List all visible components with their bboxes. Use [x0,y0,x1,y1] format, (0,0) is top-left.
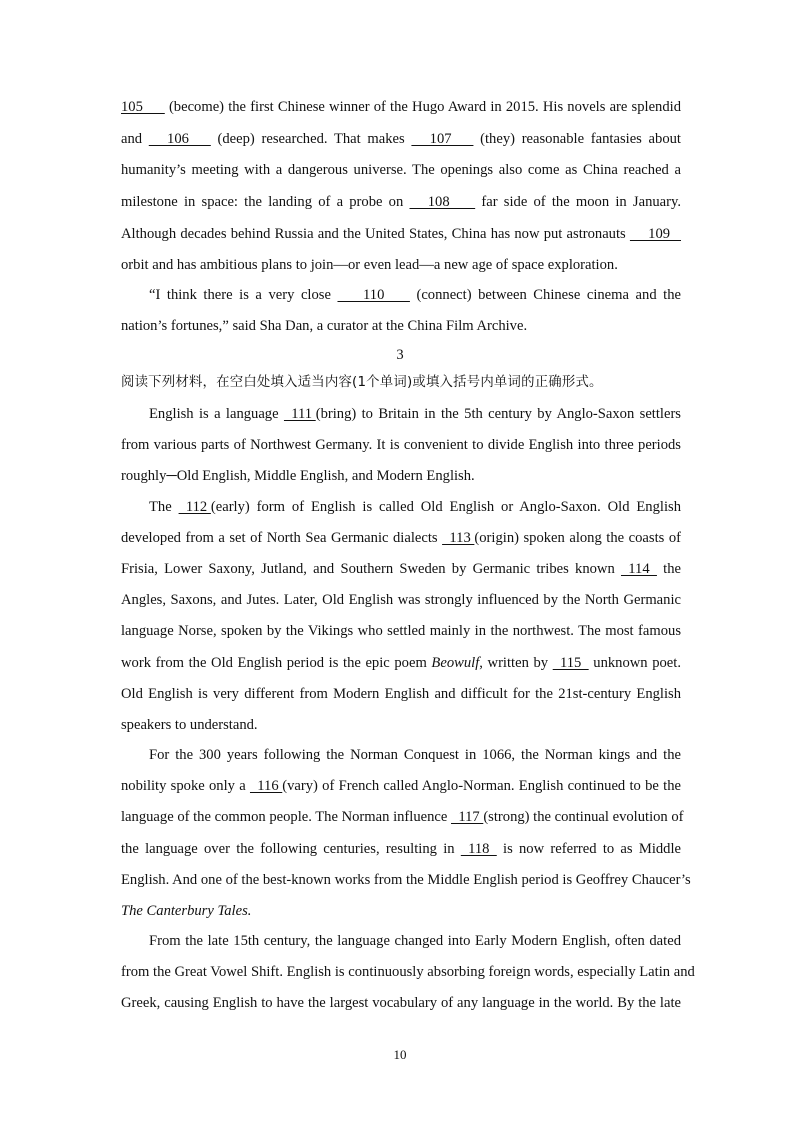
blank-113[interactable]: 113 [442,530,475,546]
blank-116[interactable]: 116 [249,778,283,794]
text-line: For the 300 years following the Norman Conquest in 1066, the Norman kings and the [149,747,681,763]
blank-108[interactable]: 108 [409,194,476,210]
text-line: language of the common people. The Norman influence 117 (strong) the continual evolution of [121,809,684,825]
beowulf-title: Beowulf [431,655,480,671]
text-line: language Norse, spoken by the Vikings who settled mainly in the northwest. The most famous [121,623,681,639]
text-line: Old English is very different from Modern English and difficult for the 21st-century English [121,686,681,702]
blank-114[interactable]: 114 [620,561,657,577]
text-line: orbit and has ambitious plans to join—or even lead—a new age of space exploration. [121,257,618,273]
blank-105[interactable]: 105 [121,99,165,115]
blank-106[interactable]: 106 [148,131,211,147]
text-line: milestone in space: the landing of a probe on 108 far side of the moon in January. [121,194,681,210]
blank-118[interactable]: 118 [460,841,497,857]
blank-107[interactable]: 107 [411,131,474,147]
text-line: and 106 (deep) researched. That makes 107 (they) reasonable fantasies about [121,131,681,147]
text-line: from the Great Vowel Shift. English is continuously absorbing foreign words, especially Latin and [121,964,695,980]
text-line: work from the Old English period is the epic poem Beowulf, written by 115 unknown poet. [121,655,681,671]
page-number: 10 [393,1047,407,1062]
text-line: Although decades behind Russia and the United States, China has now put astronauts 109 [121,226,681,242]
text-line: from various parts of Northwest Germany. It is convenient to divide English into three periods [121,437,681,453]
blank-109[interactable]: 109 [629,226,681,242]
section-number: 3 [396,347,404,363]
text-line: Greek, causing English to have the largest vocabulary of any language in the world. By the late [121,995,681,1011]
text-line: 105 (become) the first Chinese winner of the Hugo Award in 2015. His novels are splendid [121,99,681,115]
text-line: Angles, Saxons, and Jutes. Later, Old English was strongly influenced by the North Germanic [121,592,681,608]
text-line: The 112 (early) form of English is called Old English or Anglo-Saxon. Old English [149,499,681,515]
text-line: Frisia, Lower Saxony, Jutland, and Southern Sweden by Germanic tribes known 114 the [121,561,681,577]
blank-110[interactable]: 110 [337,287,410,303]
text-line: “I think there is a very close 110 (connect) between Chinese cinema and the [149,287,681,303]
blank-115[interactable]: 115 [552,655,589,671]
text-line: speakers to understand. [121,717,258,733]
text-line: English is a language 111 (bring) to Britain in the 5th century by Anglo-Saxon settlers [149,406,681,422]
text-line: humanity’s meeting with a dangerous universe. The openings also come as China reached a [121,162,681,178]
text-line: From the late 15th century, the language changed into Early Modern English, often dated [149,933,681,949]
text-line: The Canterbury Tales. [121,903,252,919]
blank-112[interactable]: 112 [178,499,211,515]
text-line: nation’s fortunes,” said Sha Dan, a curator at the China Film Archive. [121,318,528,334]
text-line: nobility spoke only a 116 (vary) of French called Anglo-Norman. English continued to be the [121,778,681,794]
blank-111[interactable]: 111 [283,406,316,422]
text-line: developed from a set of North Sea Germanic dialects 113 (origin) spoken along the coasts of [121,530,681,546]
text-line: roughly─Old English, Middle English, and Modern English. [121,468,475,484]
text-line: the language over the following centuries, resulting in 118 is now referred to as Middle [121,841,681,857]
text-line: English. And one of the best-known works from the Middle English period is Geoffrey Chaucer’s [121,872,691,888]
blank-117[interactable]: 117 [451,809,484,825]
instruction-text: 阅读下列材料，在空白处填入适当内容(1个单词)或填入括号内单词的正确形式。 [121,375,603,390]
